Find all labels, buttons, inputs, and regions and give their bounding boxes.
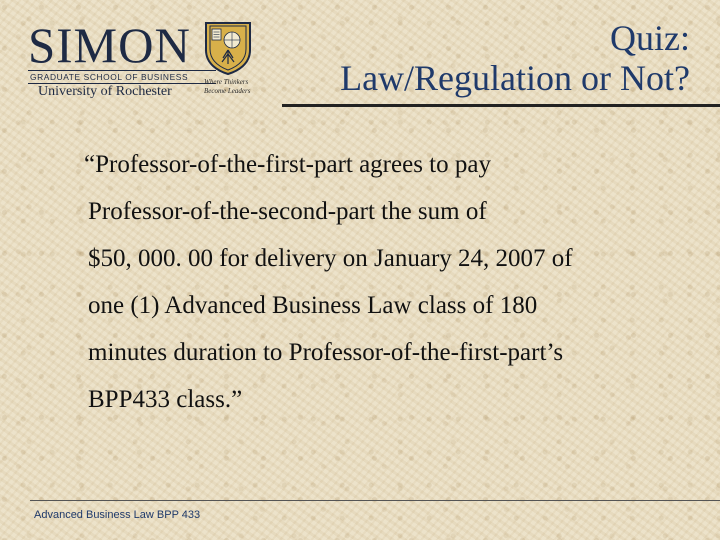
quote-line: “Professor-of-the-first-part agrees to pay <box>84 151 491 178</box>
logo-motto-line2: Become Leaders <box>204 87 251 95</box>
header-divider <box>282 104 720 107</box>
logo-university-name: University of Rochester <box>38 84 172 99</box>
quote-line: one (1) Advanced Business Law class of 180 <box>88 292 538 319</box>
footer-divider <box>30 500 720 501</box>
logo-school-name: GRADUATE SCHOOL OF BUSINESS <box>28 70 216 84</box>
simon-logo <box>22 18 277 104</box>
slide-title <box>340 18 690 98</box>
logo-motto <box>204 78 264 96</box>
logo-motto-line1: Where Thinkers <box>204 78 249 86</box>
slide-title-line1: Quiz: <box>610 18 690 58</box>
quote-line: $50, 000. 00 for delivery on January 24, 2007 of <box>88 245 573 272</box>
quote-line: Professor-of-the-second-part the sum of <box>88 198 487 225</box>
slide-title-line2: Law/Regulation or Not? <box>340 58 690 98</box>
quote-line: BPP433 class.” <box>88 386 243 413</box>
footer-course-label: Advanced Business Law BPP 433 <box>34 509 201 521</box>
quote-line: minutes duration to Professor-of-the-first-part’s <box>88 339 564 366</box>
logo-wordmark: SIMON <box>28 17 191 73</box>
university-shield-icon <box>202 20 254 76</box>
